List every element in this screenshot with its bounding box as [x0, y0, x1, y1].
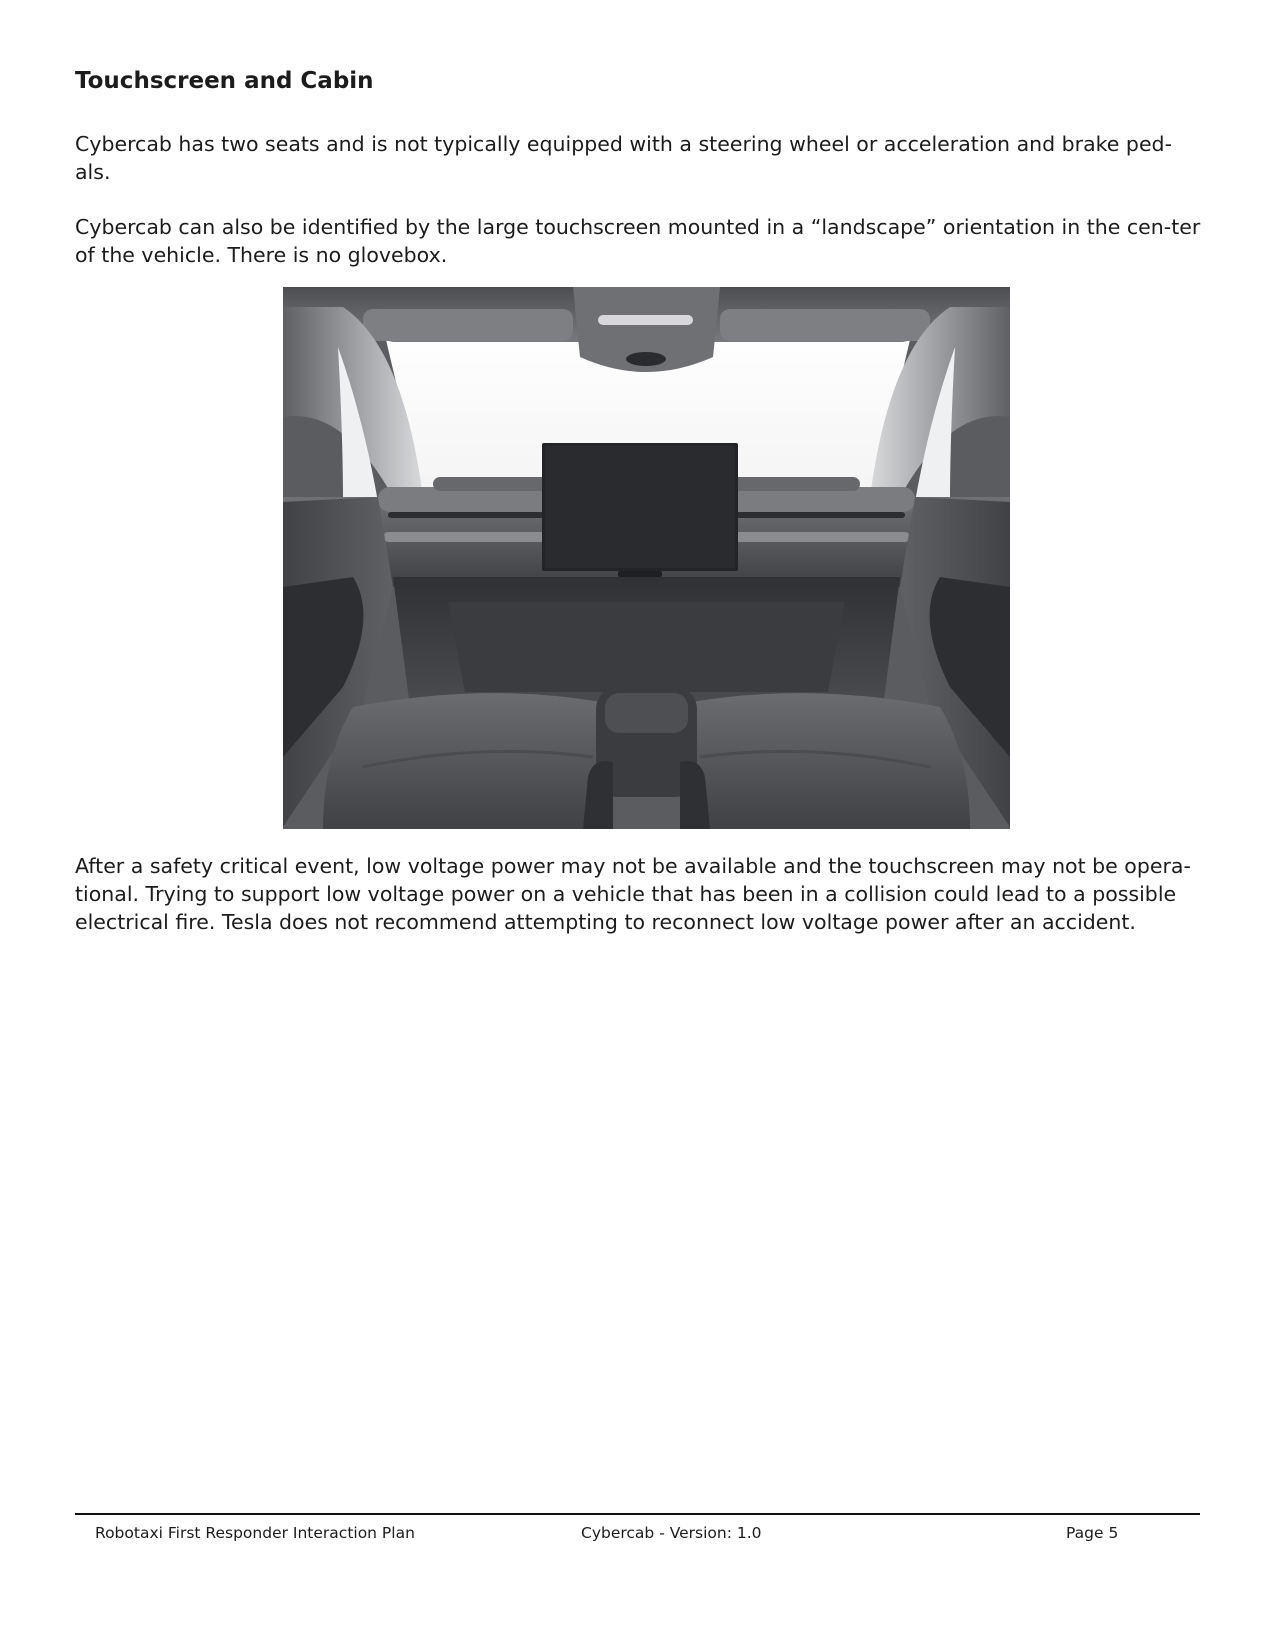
- cabin-interior-photo: [283, 287, 1010, 829]
- paragraph-seats: Cybercab has two seats and is not typically equipped with a steering wheel or acceleration and brake ped-als.: [75, 132, 1172, 184]
- footer-page-number: Page 5: [1066, 1524, 1119, 1542]
- paragraph-low-voltage-warning: After a safety critical event, low voltage power may not be available and the touchscreen may not be opera-tional. Trying to support low voltage power on a vehicle that has been in a collision could lead to a possible electrical fire. Tesla does not recommend attempting to reconnect low voltage power after an accident.: [75, 854, 1191, 934]
- section-heading: Touchscreen and Cabin: [75, 68, 374, 94]
- footer-version: Cybercab - Version: 1.0: [581, 1524, 762, 1542]
- footer-divider: [75, 1513, 1200, 1515]
- paragraph-touchscreen: Cybercab can also be identified by the large touchscreen mounted in a “landscape” orientation in the cen-ter of the vehicle. There is no glovebox.: [75, 215, 1201, 267]
- footer-document-title: Robotaxi First Responder Interaction Plan: [95, 1524, 415, 1542]
